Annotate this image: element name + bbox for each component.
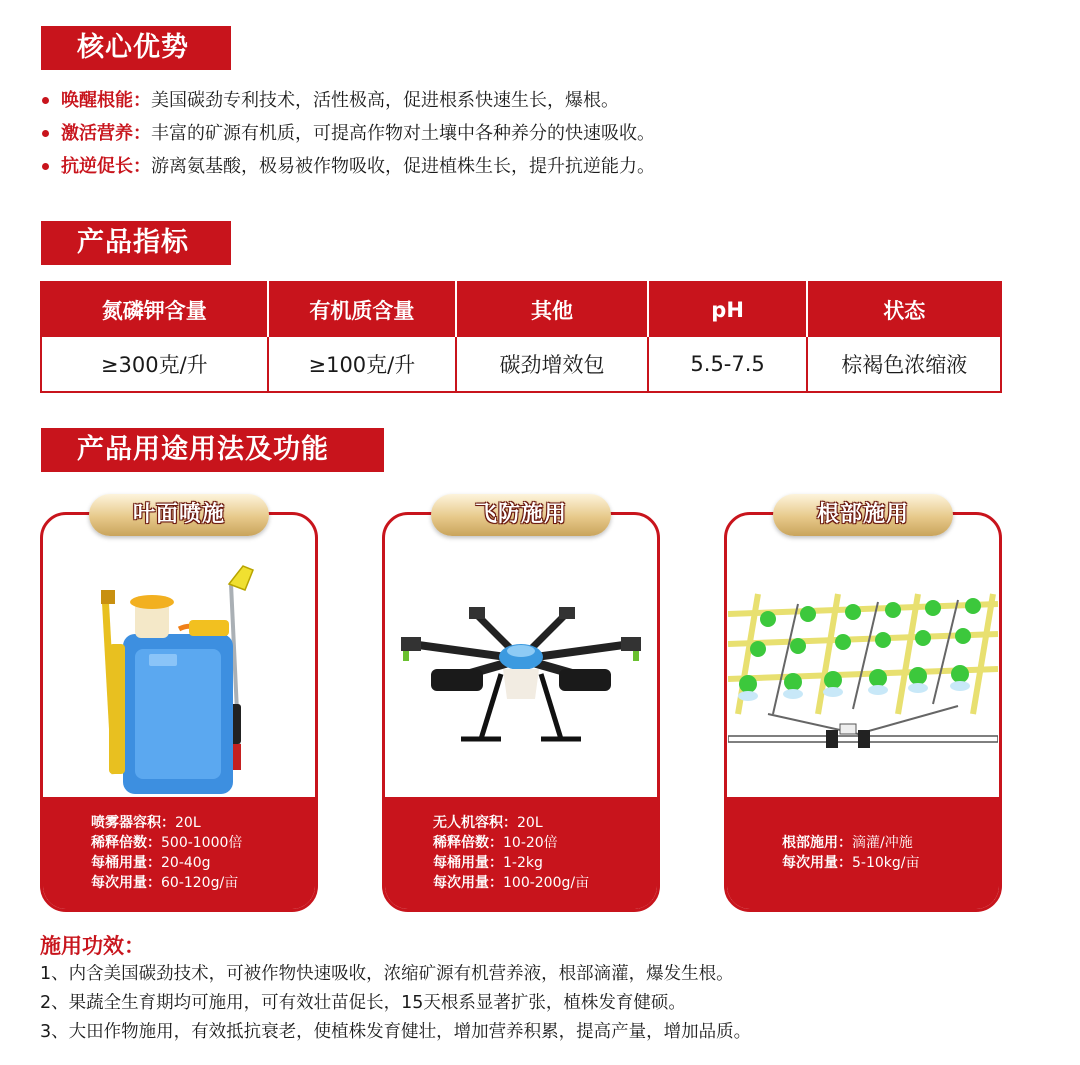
info-value: 5-10kg/亩: [852, 855, 920, 871]
effects-title: 施用功效：: [40, 934, 145, 958]
drip-irrigation-illustration: [727, 545, 999, 803]
info-value: 10-20倍: [503, 835, 558, 851]
info-row: [782, 853, 999, 873]
info-key: 稀释倍数：: [91, 835, 161, 851]
list-item: 3、大田作物施用，有效抵抗衰老，使植株发育健壮，增加营养积累，提高产量，增加品质。: [40, 1022, 752, 1042]
table-header: 氮磷钾含量: [41, 282, 268, 337]
info-key: 每次用量：: [782, 855, 852, 871]
info-key: 每桶用量：: [433, 855, 503, 871]
drone-application-tag: 飞防施用: [431, 494, 611, 536]
info-value: 500-1000倍: [161, 835, 243, 851]
info-row: [91, 873, 315, 893]
advantage-key: 唤醒根能：: [61, 89, 151, 111]
advantage-text: 美国碳劲专利技术，活性极高，促进根系快速生长，爆根。: [151, 89, 619, 111]
table-cell: 棕褐色浓缩液: [807, 337, 1001, 392]
info-key: 稀释倍数：: [433, 835, 503, 851]
effects-list: [40, 960, 751, 1047]
info-row: [91, 833, 315, 853]
info-value: 20L: [517, 815, 543, 831]
drip-irrigation-icon: [728, 584, 998, 764]
bullet-dot-icon: [42, 163, 49, 170]
spec-table: [40, 281, 1002, 393]
foliar-spray-tag: 叶面喷施: [89, 494, 269, 536]
info-row: [91, 813, 315, 833]
info-value: 20-40g: [161, 855, 211, 871]
drone-icon: [391, 599, 651, 749]
root-application-info: [727, 797, 999, 909]
info-row: [782, 833, 999, 853]
advantage-key: 抗逆促长：: [61, 155, 151, 177]
advantage-text: 丰富的矿源有机质，可提高作物对土壤中各种养分的快速吸收。: [151, 122, 655, 144]
table-header: 状态: [807, 282, 1001, 337]
product-specs-header: 产品指标: [41, 221, 231, 265]
foliar-spray-info: [43, 797, 315, 909]
info-row: [433, 873, 657, 893]
sprayer-icon: [79, 554, 279, 794]
info-row: [433, 833, 657, 853]
info-row: [433, 813, 657, 833]
advantage-key: 激活营养：: [61, 122, 151, 144]
list-item: 1、内含美国碳劲技术，可被作物快速吸收，浓缩矿源有机营养液，根部滴灌，爆发生根。: [40, 964, 734, 984]
table-header: 有机质含量: [268, 282, 457, 337]
table-header: 其他: [456, 282, 648, 337]
table-cell: 5.5-7.5: [648, 337, 808, 392]
drone-application-card: [382, 512, 660, 912]
table-cell: 碳劲增效包: [456, 337, 648, 392]
info-value: 60-120g/亩: [161, 875, 239, 891]
root-application-card: [724, 512, 1002, 912]
table-header: pH: [648, 282, 808, 337]
info-key: 根部施用：: [782, 835, 852, 851]
info-value: 1-2kg: [503, 855, 543, 871]
list-item: [40, 150, 655, 183]
list-item: 2、果蔬全生育期均可施用，可有效壮苗促长，15天根系显著扩张，植株发育健硕。: [40, 993, 686, 1013]
advantages-list: [40, 84, 655, 183]
info-value: 滴灌/冲施: [852, 835, 913, 851]
list-item: [40, 117, 655, 150]
foliar-spray-card: [40, 512, 318, 912]
bullet-dot-icon: [42, 97, 49, 104]
table-row: [41, 337, 1001, 392]
info-key: 每桶用量：: [91, 855, 161, 871]
usage-header: 产品用途用法及功能: [41, 428, 384, 472]
advantage-text: 游离氨基酸，极易被作物吸收，促进植株生长，提升抗逆能力。: [151, 155, 655, 177]
info-key: 无人机容积：: [433, 815, 517, 831]
table-cell: ≥300克/升: [41, 337, 268, 392]
table-cell: ≥100克/升: [268, 337, 457, 392]
list-item: [40, 84, 655, 117]
table-header-row: [41, 282, 1001, 337]
backpack-sprayer-illustration: [43, 545, 315, 803]
info-row: [433, 853, 657, 873]
bullet-dot-icon: [42, 130, 49, 137]
root-application-tag: 根部施用: [773, 494, 953, 536]
drone-illustration: [385, 545, 657, 803]
info-key: 每次用量：: [433, 875, 503, 891]
drone-application-info: [385, 797, 657, 909]
info-value: 20L: [175, 815, 201, 831]
core-advantages-header: 核心优势: [41, 26, 231, 70]
info-key: 每次用量：: [91, 875, 161, 891]
info-key: 喷雾器容积：: [91, 815, 175, 831]
info-row: [91, 853, 315, 873]
info-value: 100-200g/亩: [503, 875, 590, 891]
